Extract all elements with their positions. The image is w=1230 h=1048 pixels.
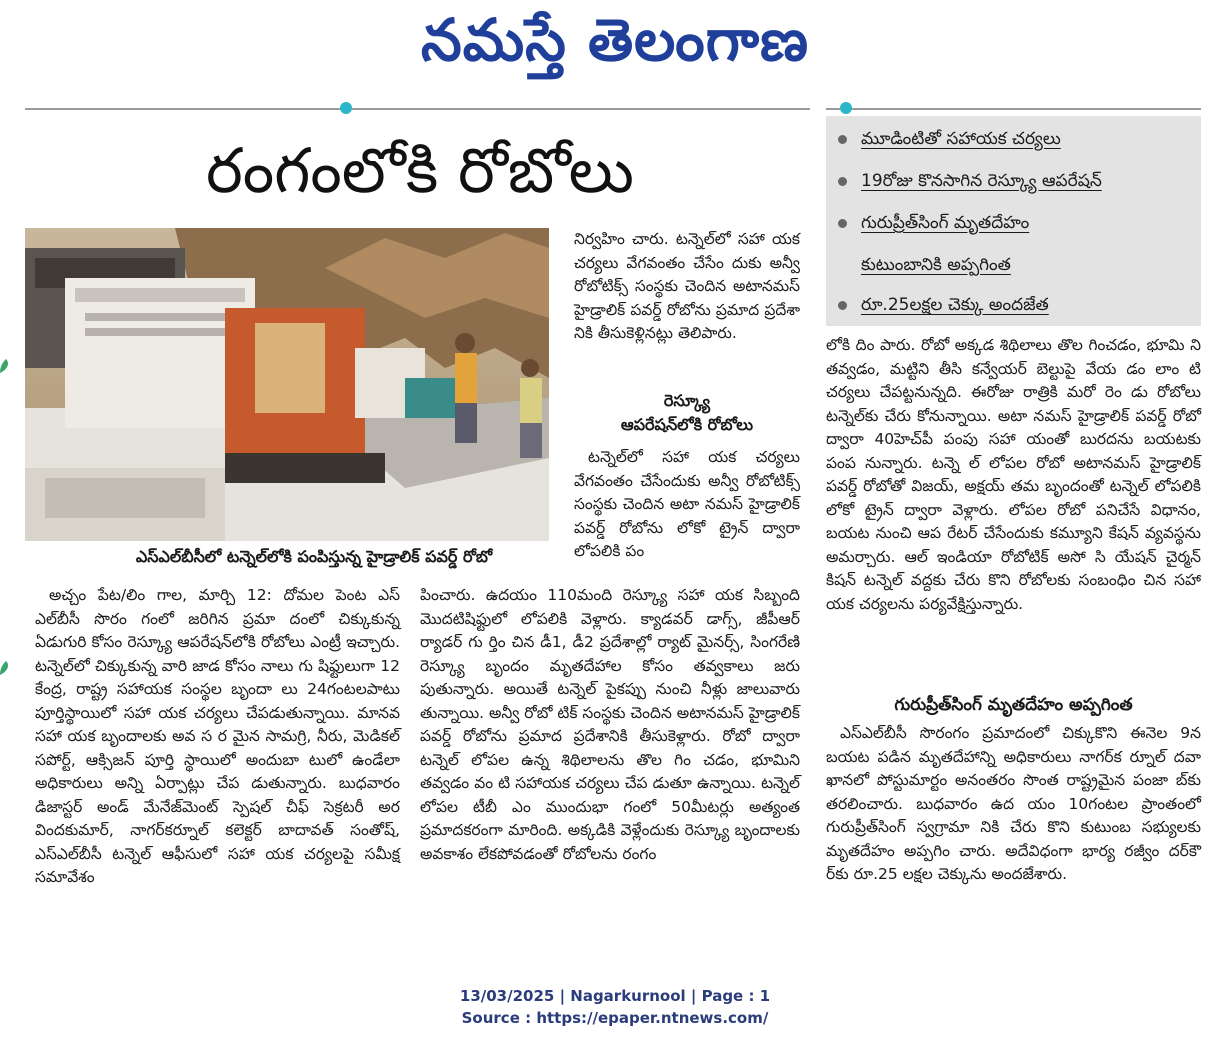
- highlights-box: [826, 116, 1201, 326]
- bullet-dot-icon: [838, 135, 847, 144]
- highlight-item: రూ.25లక్షల చెక్కు అందజేత: [838, 290, 1049, 320]
- column-2-bottom-text: పించారు. ఉదయం 110మంది రెస్క్యూ సహా యక సిబ్బంది మొదటిషిఫ్టులో లోపలికి వెళ్లారు. క్యాడవర్ డాగ్స్, జీపీఆర్ ర్యాడర్ గు ర్తిం చిన డీ1, డీ2 ప్రదేశాల్లో ర్యాట్ మైనర్స్, సింగరేణి రెస్క్యూ బృందం మృతదేహాల కోసం తవ్వకాలు జరు పుతున్నారు. అయితే టన్నెల్ పైకప్పు నుంచి నీళ్లు జాలువారు తున్నాయి. అన్వీ రోబో టిక్ సంస్థకు చెందిన అటానమస్ హైడ్రాలిక్ పవర్డ్ రోబోను ప్రమాద ప్రదేశానికి తీసుకెళ్లారు. రోబో ద్వారా టన్నెల్ లోపల ఉన్న శిథిలాలను తొల గిం చడం, భూమిని తవ్వడం వం టి సహాయక చర్యలు చేప డుతూ ఉన్నాయి. టన్నెల్ లోపల టీబీ ఎం ముందుభా గంలో 50మీటర్లు అత్యంత ప్రమాదకరంగా మారింది. అక్కడికి వెళ్లేందుకు రెస్క్యూ బృందాలకు అవకాశం లేకపోవడంతో రోబోలను రంగం: [420, 586, 801, 863]
- accent-dot-icon: [840, 102, 852, 114]
- article-column-1: [35, 584, 400, 944]
- bullet-dot-icon: [838, 177, 847, 186]
- highlight-item: మూడింటితో సహాయక చర్యలు: [838, 124, 1061, 154]
- article-column-2-top: [574, 228, 800, 388]
- top-rule-right: [826, 108, 1201, 110]
- masthead-title: నమస్తే తెలంగాణ: [421, 6, 809, 74]
- leaf-icon: [0, 358, 10, 372]
- highlight-item: 19రోజు కొనసాగిన రెస్క్యూ ఆపరేషన్: [838, 166, 1102, 196]
- leaf-icon: [0, 660, 10, 674]
- article-column-3-top: [826, 334, 1201, 690]
- article-photo: [25, 228, 549, 541]
- top-rule-left: [25, 108, 810, 110]
- bullet-dot-icon: [838, 219, 847, 228]
- subhead-gurpreet: గురుప్రీత్‌సింగ్ మృతదేహం అప్పగింత: [894, 695, 1133, 715]
- article-column-2-mid: [574, 446, 800, 584]
- highlight-item-continued: కుటుంబానికి అప్పగింత: [861, 255, 1011, 275]
- subhead-rescue-line-1: రెస్క్యూ: [663, 391, 711, 410]
- footer-source: Source : https://epaper.ntnews.com/: [461, 1009, 769, 1027]
- article-column-2-bottom: [420, 584, 800, 944]
- column-3-bottom-text: ఎస్ఎల్‌బీసీ సొరంగం ప్రమాదంలో చిక్కుకొని ఈనెల 9న బయట పడిన మృతదేహాన్ని అధికారులు నాగర్‌క ర్నూల్ దవా ఖానలో పోస్టుమార్టం అనంతరం సొంత రాష్ట్రమైన పంజా బ్‌కు తరలించారు. బుధవారం ఉద యం 10గంటల ప్రాంతంలో గురుప్రీత్‌సింగ్ స్వగ్రామా నికి చేరు కొని కుటుంబ సభ్యులకు మృతదేహం అప్పగిం చారు. అదేవిధంగా భార్య రజ్వీం దర్‌కౌ ర్‌కు రూ.25 లక్షల చెక్కును అందజేశారు.: [826, 724, 1201, 883]
- photo-caption: ఎస్ఎల్‌బీసీలో టన్నెల్‌లోకి పంపిస్తున్న హైడ్రాలిక్ పవర్డ్ రోబో: [135, 547, 493, 566]
- column-3-top-text: లోకి దిం పారు. రోబో అక్కడ శిథిలాలు తొల గించడం, భూమి ని తవ్వడం, మట్టిని తీసి కన్వేయర్ బెల్టుపై వేయ డం లాం టి చర్యలు చేపట్టనున్నది. ఈరోజు రాత్రికి మరో రెం డు రోబోలు టన్నెల్‌కు చేరు కోనున్నాయి. అటా నమస్ హైడ్రాలిక్ పవర్డ్ రోబో ద్వారా 40హెచ్‌పీ పంపు సహా యంతో బురదను బయటకు పంప నున్నారు. టన్నె ల్ లోపల రోబో అటానమస్ హైడ్రాలిక్ పవర్డ్ రోబోతో విజయ్, అక్షయ్ తమ బృందంతో టన్నెల్ లోపలికి లోకో ట్రైన్ ద్వారా వెళ్లారు. లోపల రోబో పనిచేసే విధానం, బయట నుంచి ఆప రేటర్ చేసేందుకు కమ్యూని కేషన్ వ్యవస్థను అమర్చారు. ఆల్ ఇండియా రోబోటిక్ అసో సి యేషన్ చైర్మన్ కిషన్ టన్నెల్ వద్దకు చేరు కొని రోబోలకు సంబంధిం చిన సహా యక చర్యలను పర్యవేక్షిస్తున్నారు.: [826, 336, 1201, 613]
- footer-edition: 13/03/2025 | Nagarkurnool | Page : 1: [459, 987, 771, 1005]
- column-1-text: అచ్చం పేట/లిం గాల, మార్చి 12: దోమల పెంట ఎస్ ఎల్‌బీసీ సొరం గంలో జరిగిన ప్రమా దంలో చిక్కుకున్న ఏడుగురి కోసం రెస్క్యూ ఆపరేషన్‌లోకి రోబోలు ఎంట్రీ ఇచ్చారు. టన్నెల్‌లో చిక్కుకున్న వారి జాడ కోసం నాలు గు షిఫ్టులుగా 12 కేంద్ర, రాష్ట్ర సహాయక సంస్థల బృందా లు 24గంటలపాటు పూర్తిస్థాయిలో సహా యక చర్యలు చేపడుతున్నాయి. మానవ సహా యక బృందాలకు అవ స ర మైన సామగ్రి, నీరు, మెడికల్ సపోర్ట్, ఆక్సిజన్ పూర్తి స్థాయిలో అందుబా టులో ఉండేలా అధికారులు అన్ని ఏర్పాట్లు చేప డుతున్నారు. బుధవారం డిజాస్టర్ అండ్ మేనేజ్‌మెంట్ స్పెషల్ చీఫ్ సెక్రటరీ అర విందకుమార్, నాగర్‌కర్నూల్ కలెక్టర్ బాదావత్ సంతోష్, ఎస్ఎల్‌బీసీ టన్నెల్ ఆఫీసులో సహా యక చర్యలపై సమీక్ష సమావేశం: [35, 586, 400, 886]
- accent-dot-icon: [340, 102, 352, 114]
- column-2-top-text: నిర్వహిం చారు. టన్నెల్‌లో సహా యక చర్యలు వేగవంతం చేసేం దుకు అన్వీ రోబోటిక్స్ సంస్థకు చెందిన అటానమస్ హైడ్రాలిక్ పవర్డ్ రోబోను ప్రమాద ప్రదేశా నికి తీసుకెళ్లినట్లు తెలిపారు.: [574, 230, 800, 342]
- article-column-3-bottom: [826, 722, 1201, 944]
- subhead-rescue-line-2: ఆపరేషన్‌లోకి రోబోలు: [620, 415, 754, 434]
- highlight-item: గురుప్రీత్‌సింగ్ మృతదేహం: [838, 208, 1029, 238]
- headline: రంగంలోకి రోబోలు: [206, 134, 634, 207]
- column-2-mid-text: టన్నెల్‌లో సహా యక చర్యలు వేగవంతం చేసేందుకు అన్వీ రోబోటిక్స్ సంస్థకు చెందిన అటా నమస్ హైడ్రాలిక్ పవర్డ్ రోబోను లోకో ట్రైన్ ద్వారా లోపలికి పం: [574, 448, 800, 560]
- bullet-dot-icon: [838, 301, 847, 310]
